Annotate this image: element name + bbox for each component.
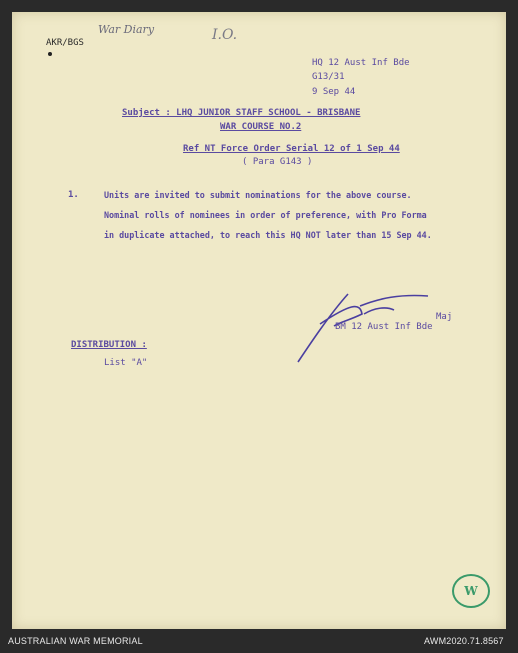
archive-stamp: [452, 574, 490, 608]
signature-unit: BM 12 Aust Inf Bde: [335, 322, 433, 332]
document-date: 9 Sep 44: [312, 87, 356, 97]
handwritten-note: War Diary: [98, 23, 155, 36]
footer-institution: AUSTRALIAN WAR MEMORIAL: [8, 636, 143, 646]
footer-accession-number: AWM2020.71.8567: [424, 636, 504, 646]
body-line: Units are invited to submit nominations for the above course.: [104, 190, 412, 200]
order-reference: Ref NT Force Order Serial 12 of 1 Sep 44: [183, 144, 400, 154]
subject-course: WAR COURSE NO.2: [220, 122, 302, 132]
punch-hole-mark: [48, 52, 52, 56]
sender-reference: AKR/BGS: [46, 38, 84, 48]
body-line: Nominal rolls of nominees in order of preference, with Pro Forma: [104, 210, 427, 220]
distribution-label: DISTRIBUTION :: [71, 340, 147, 350]
paragraph-number: 1.: [68, 190, 79, 200]
stamp-text: W: [464, 584, 478, 598]
file-reference: G13/31: [312, 72, 345, 82]
signature-rank: Maj: [436, 312, 453, 322]
from-unit: HQ 12 Aust Inf Bde: [312, 58, 410, 68]
distribution-list: List "A": [104, 358, 148, 368]
paragraph-reference: ( Para G143 ): [242, 157, 313, 167]
handwritten-code: I.O.: [212, 27, 238, 43]
body-line: in duplicate attached, to reach this HQ NOT later than 15 Sep 44.: [104, 230, 432, 240]
subject-line: Subject : LHQ JUNIOR STAFF SCHOOL - BRISBANE: [122, 108, 361, 118]
